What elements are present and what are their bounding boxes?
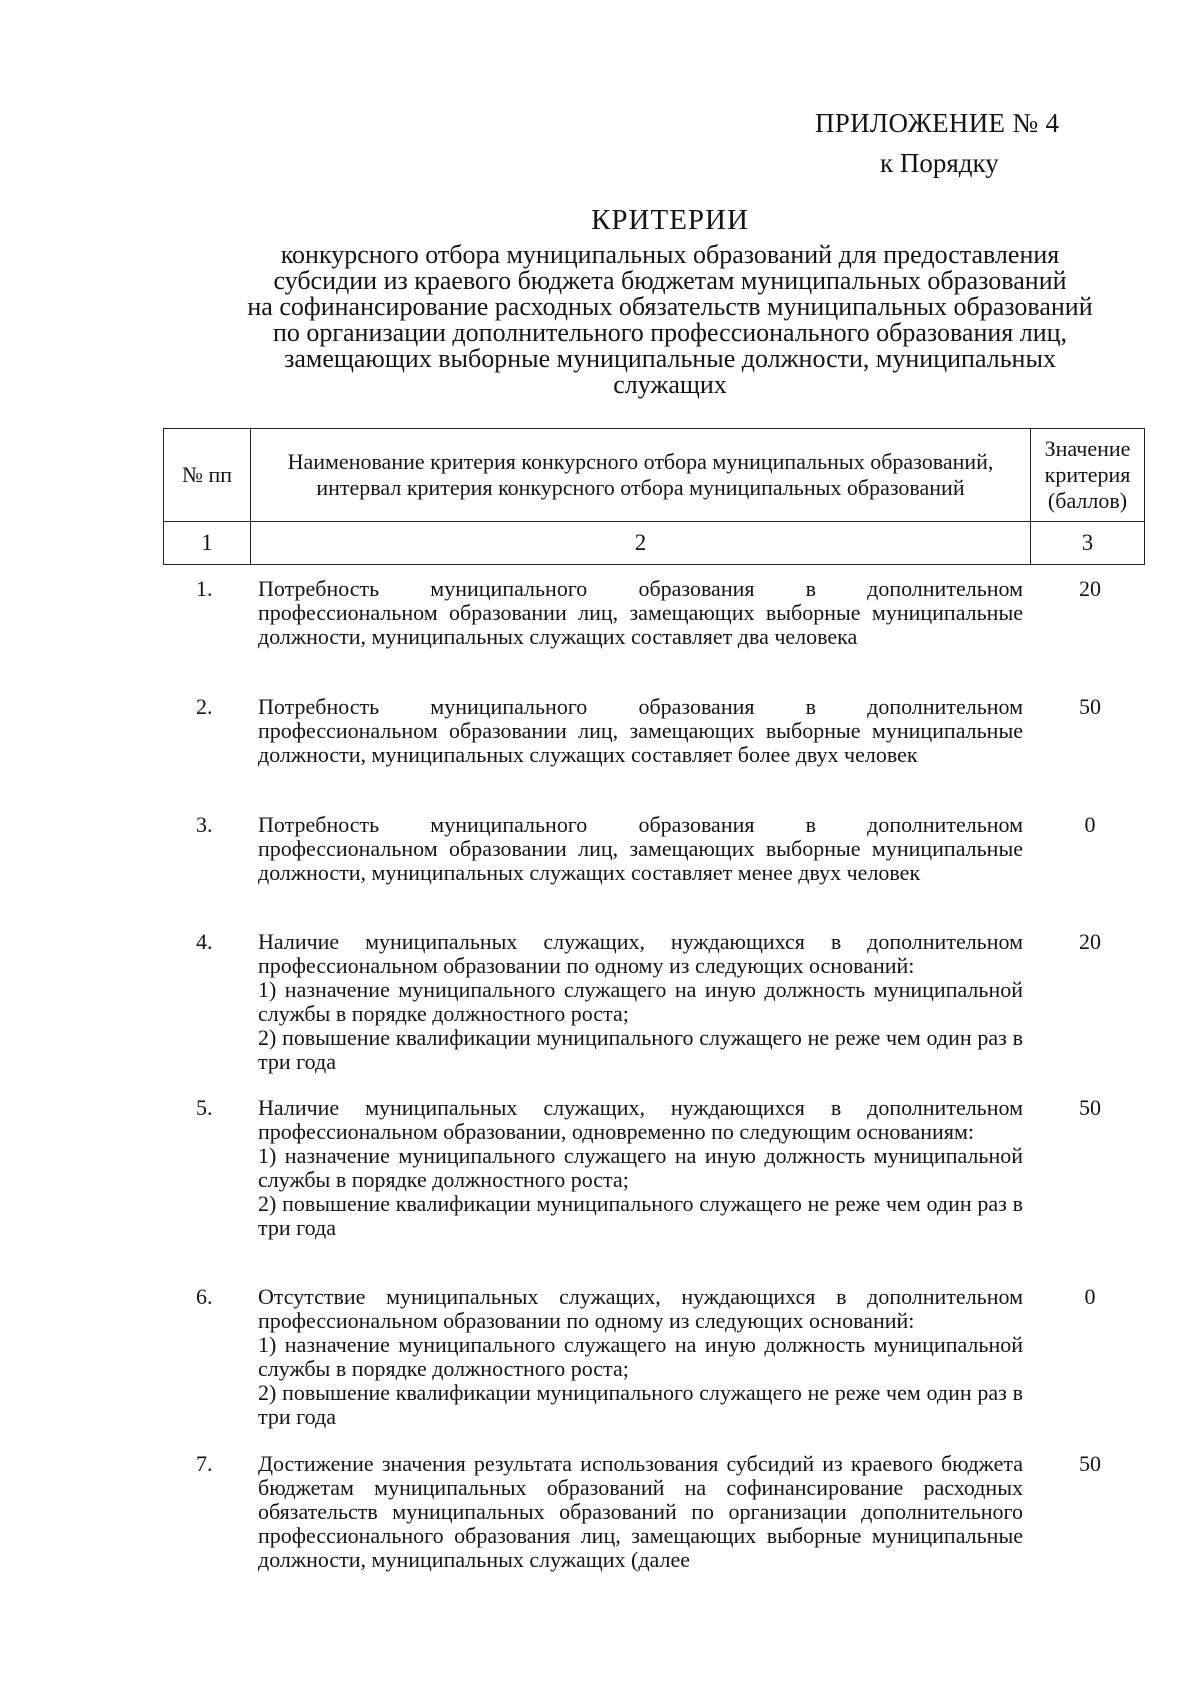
criterion-text [258,1096,1023,1240]
appendix-title: ПРИЛОЖЕНИЕ № 4 [815,108,1060,138]
criterion-paragraph: 1) назначение муниципального служащего на иную должность муниципальной службы в порядке должностного роста; [258,1332,1023,1381]
criterion-value: 50 [1079,694,1101,719]
criterion-paragraph: Наличие муниципальных служащих, нуждающихся в дополнительном профессиональном образовании по одному из следующих оснований: [258,929,1023,978]
criterion-value: 0 [1084,812,1096,837]
criterion-paragraph: 2) повышение квалификации муниципального служащего не реже чем один раз в три года [258,1191,1023,1240]
criterion-paragraph: Наличие муниципальных служащих, нуждающихся в дополнительном профессиональном образовании, одновременно по следующим основаниям: [258,1095,1023,1144]
criterion-number: 1. [196,576,213,601]
criterion-text [258,577,1023,649]
header-criterion-name: Наименование критерия конкурсного отбора муниципальных образований, интервал критерия конкурсного отбора муниципальных образований [251,429,1031,522]
subheading-line: субсидии из краевого бюджета бюджетам муниципальных образований [273,266,1067,295]
criterion-paragraph: Потребность муниципального образования в дополнительном профессиональном образовании лиц, замещающих выборные муниципальные должности, муниципальных служащих составляет два человека [258,576,1023,649]
criterion-paragraph: 2) повышение квалификации муниципального служащего не реже чем один раз в три года [258,1380,1023,1429]
criterion-text [258,695,1023,767]
numbering-col1: 1 [164,522,251,565]
criterion-paragraph: 1) назначение муниципального служащего на иную должность муниципальной службы в порядке должностного роста; [258,977,1023,1026]
table-numbering-row [164,522,1145,565]
subheading-line: по организации дополнительного профессионального образования лиц, [272,318,1068,347]
numbering-col2: 2 [251,522,1031,565]
appendix-subtitle: к Порядку [880,148,999,178]
table-header-row [164,429,1145,522]
criterion-text [258,1285,1023,1429]
criterion-value: 20 [1079,929,1101,954]
criterion-paragraph: Достижение значения результата использования субсидий из краевого бюджета бюджетам муниципальных образований на софинансирование расходных обязательств муниципальных образований по организации дополнительного профессионального образования лиц, замещающих выборные муниципальные должности, муниципальных служащих (далее [258,1451,1023,1572]
criterion-text [258,813,1023,885]
criterion-number: 5. [196,1095,213,1120]
header-criterion-value: Значение критерия (баллов) [1031,429,1145,522]
numbering-col3: 3 [1031,522,1145,565]
criterion-value: 20 [1079,576,1101,601]
criterion-paragraph: Отсутствие муниципальных служащих, нуждающихся в дополнительном профессиональном образовании по одному из следующих оснований: [258,1284,1023,1333]
criterion-paragraph: 2) повышение квалификации муниципального служащего не реже чем один раз в три года [258,1025,1023,1074]
subheading-line: на софинансирование расходных обязательств муниципальных образований [247,292,1093,321]
criterion-number: 2. [196,694,213,719]
criterion-text [258,930,1023,1074]
criterion-paragraph: Потребность муниципального образования в дополнительном профессиональном образовании лиц, замещающих выборные муниципальные должности, муниципальных служащих составляет менее двух человек [258,812,1023,885]
criterion-value: 0 [1084,1284,1096,1309]
criterion-number: 4. [196,929,213,954]
subheading-line: служащих [613,370,727,399]
criteria-table-header [163,428,1145,565]
criterion-value: 50 [1079,1451,1101,1476]
criterion-text [258,1452,1023,1572]
document-subheading [200,242,1140,398]
criterion-number: 3. [196,812,213,837]
criterion-paragraph: Потребность муниципального образования в дополнительном профессиональном образовании лиц, замещающих выборные муниципальные должности, муниципальных служащих составляет более двух человек [258,694,1023,767]
document-heading: КРИТЕРИИ [591,204,749,236]
criterion-number: 7. [196,1451,213,1476]
header-number: № пп [164,429,251,522]
criterion-value: 50 [1079,1095,1101,1120]
subheading-line: замещающих выборные муниципальные должности, муниципальных [284,344,1056,373]
criterion-number: 6. [196,1284,213,1309]
criterion-paragraph: 1) назначение муниципального служащего на иную должность муниципальной службы в порядке должностного роста; [258,1143,1023,1192]
subheading-line: конкурсного отбора муниципальных образований для предоставления [280,240,1060,269]
